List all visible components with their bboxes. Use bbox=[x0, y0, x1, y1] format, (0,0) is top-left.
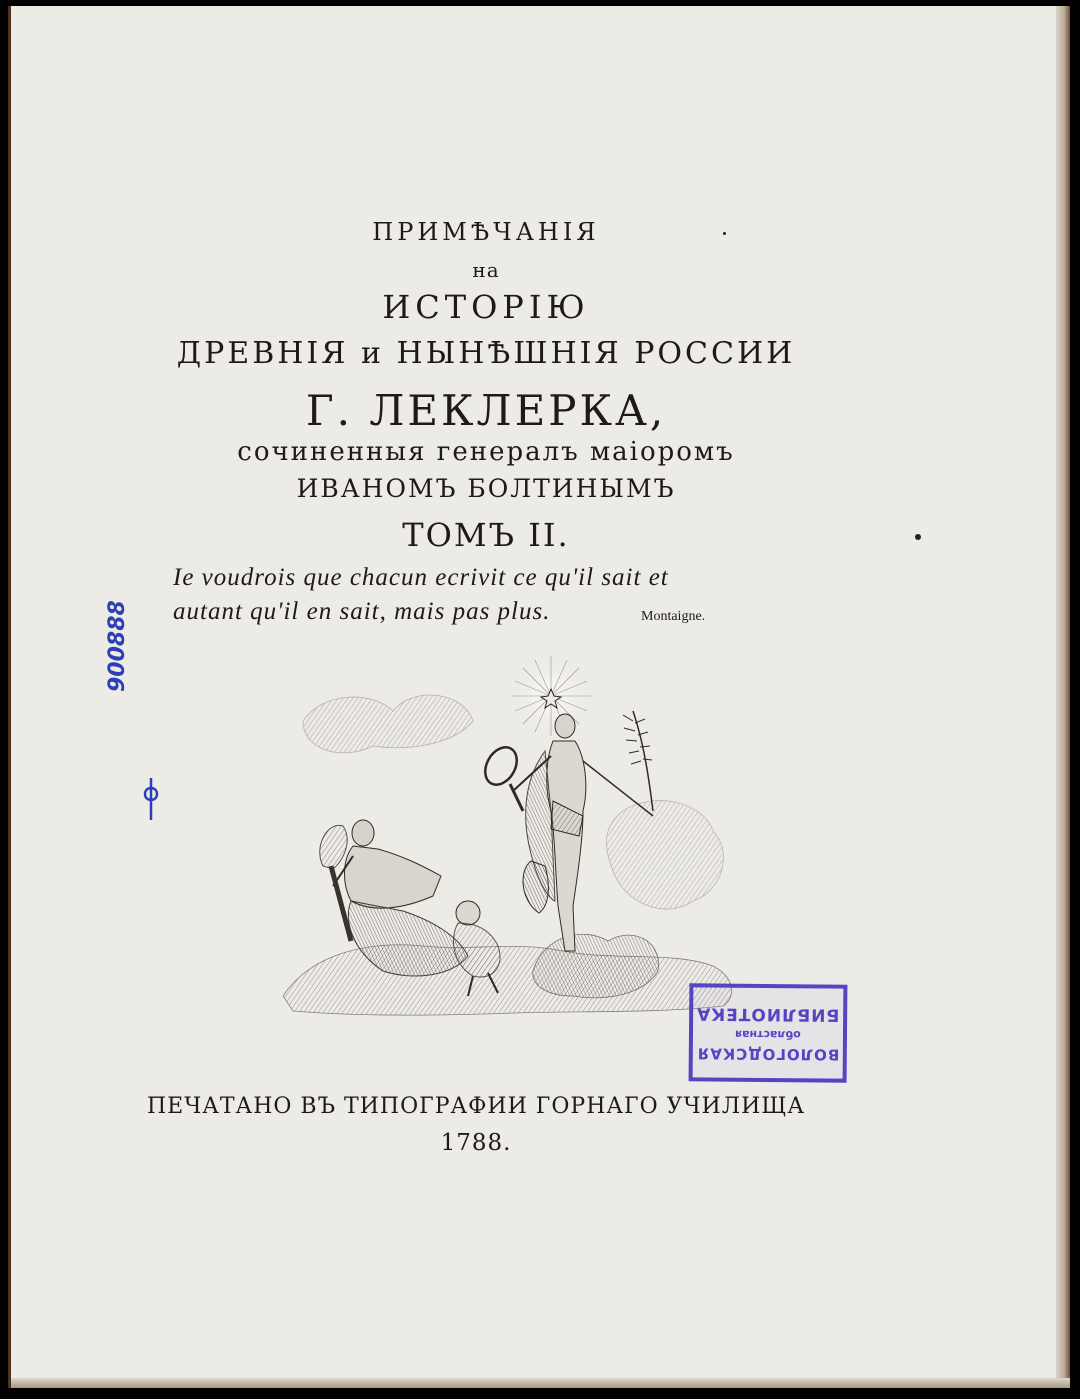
ink-speck bbox=[723, 232, 726, 235]
epigraph-line-2: autant qu'il en sait, mais pas plus. bbox=[173, 598, 551, 625]
title-line-author: Г. ЛЕКЛЕРКА, bbox=[305, 386, 667, 435]
title-line-notes: ПРИМѢЧАНІЯ bbox=[372, 218, 600, 246]
library-stamp bbox=[689, 983, 848, 1082]
title-line-boltin: ИВАНОМЪ БОЛТИНЫМЪ bbox=[296, 474, 676, 503]
imprint-year: 1788. bbox=[440, 1130, 512, 1156]
seated-figure bbox=[320, 820, 468, 976]
epigraph-attribution: Montaigne. bbox=[641, 609, 706, 624]
ground-cloud bbox=[283, 934, 732, 1015]
stamp-line-vologda: ВОЛОГОДСКАЯ bbox=[696, 1043, 840, 1064]
ink-speck bbox=[915, 534, 921, 540]
epigraph-line-1: Ie voudrois que chacun ecrivit ce qu'il sait et bbox=[173, 564, 669, 591]
imprint-printer: ПЕЧАТАНО ВЪ ТИПОГРАФИИ ГОРНАГО УЧИЛИЩА bbox=[146, 1094, 806, 1119]
title-line-composed-by: сочиненныя генералъ маіоромъ bbox=[237, 437, 735, 467]
title-line-on: на bbox=[472, 258, 500, 282]
page-bottom-edge bbox=[11, 1378, 1070, 1388]
page-right-edge bbox=[1056, 6, 1070, 1388]
shelfmark-glyph bbox=[143, 776, 159, 822]
volume-number: ТОМЪ II. bbox=[402, 516, 570, 554]
radiant-star bbox=[509, 654, 593, 738]
shelfmark-number: 900888 bbox=[105, 600, 130, 692]
engraved-vignette bbox=[283, 651, 743, 1026]
title-line-russia: ДРЕВНІЯ и НЫНѢШНІЯ РОССИИ bbox=[176, 336, 796, 371]
book-page bbox=[8, 6, 1070, 1388]
stamp-line-regional: областная bbox=[735, 1027, 801, 1041]
stamp-line-library: БИБЛИОТЕКА bbox=[696, 1002, 840, 1025]
title-line-history: ИСТОРІЮ bbox=[382, 288, 590, 326]
